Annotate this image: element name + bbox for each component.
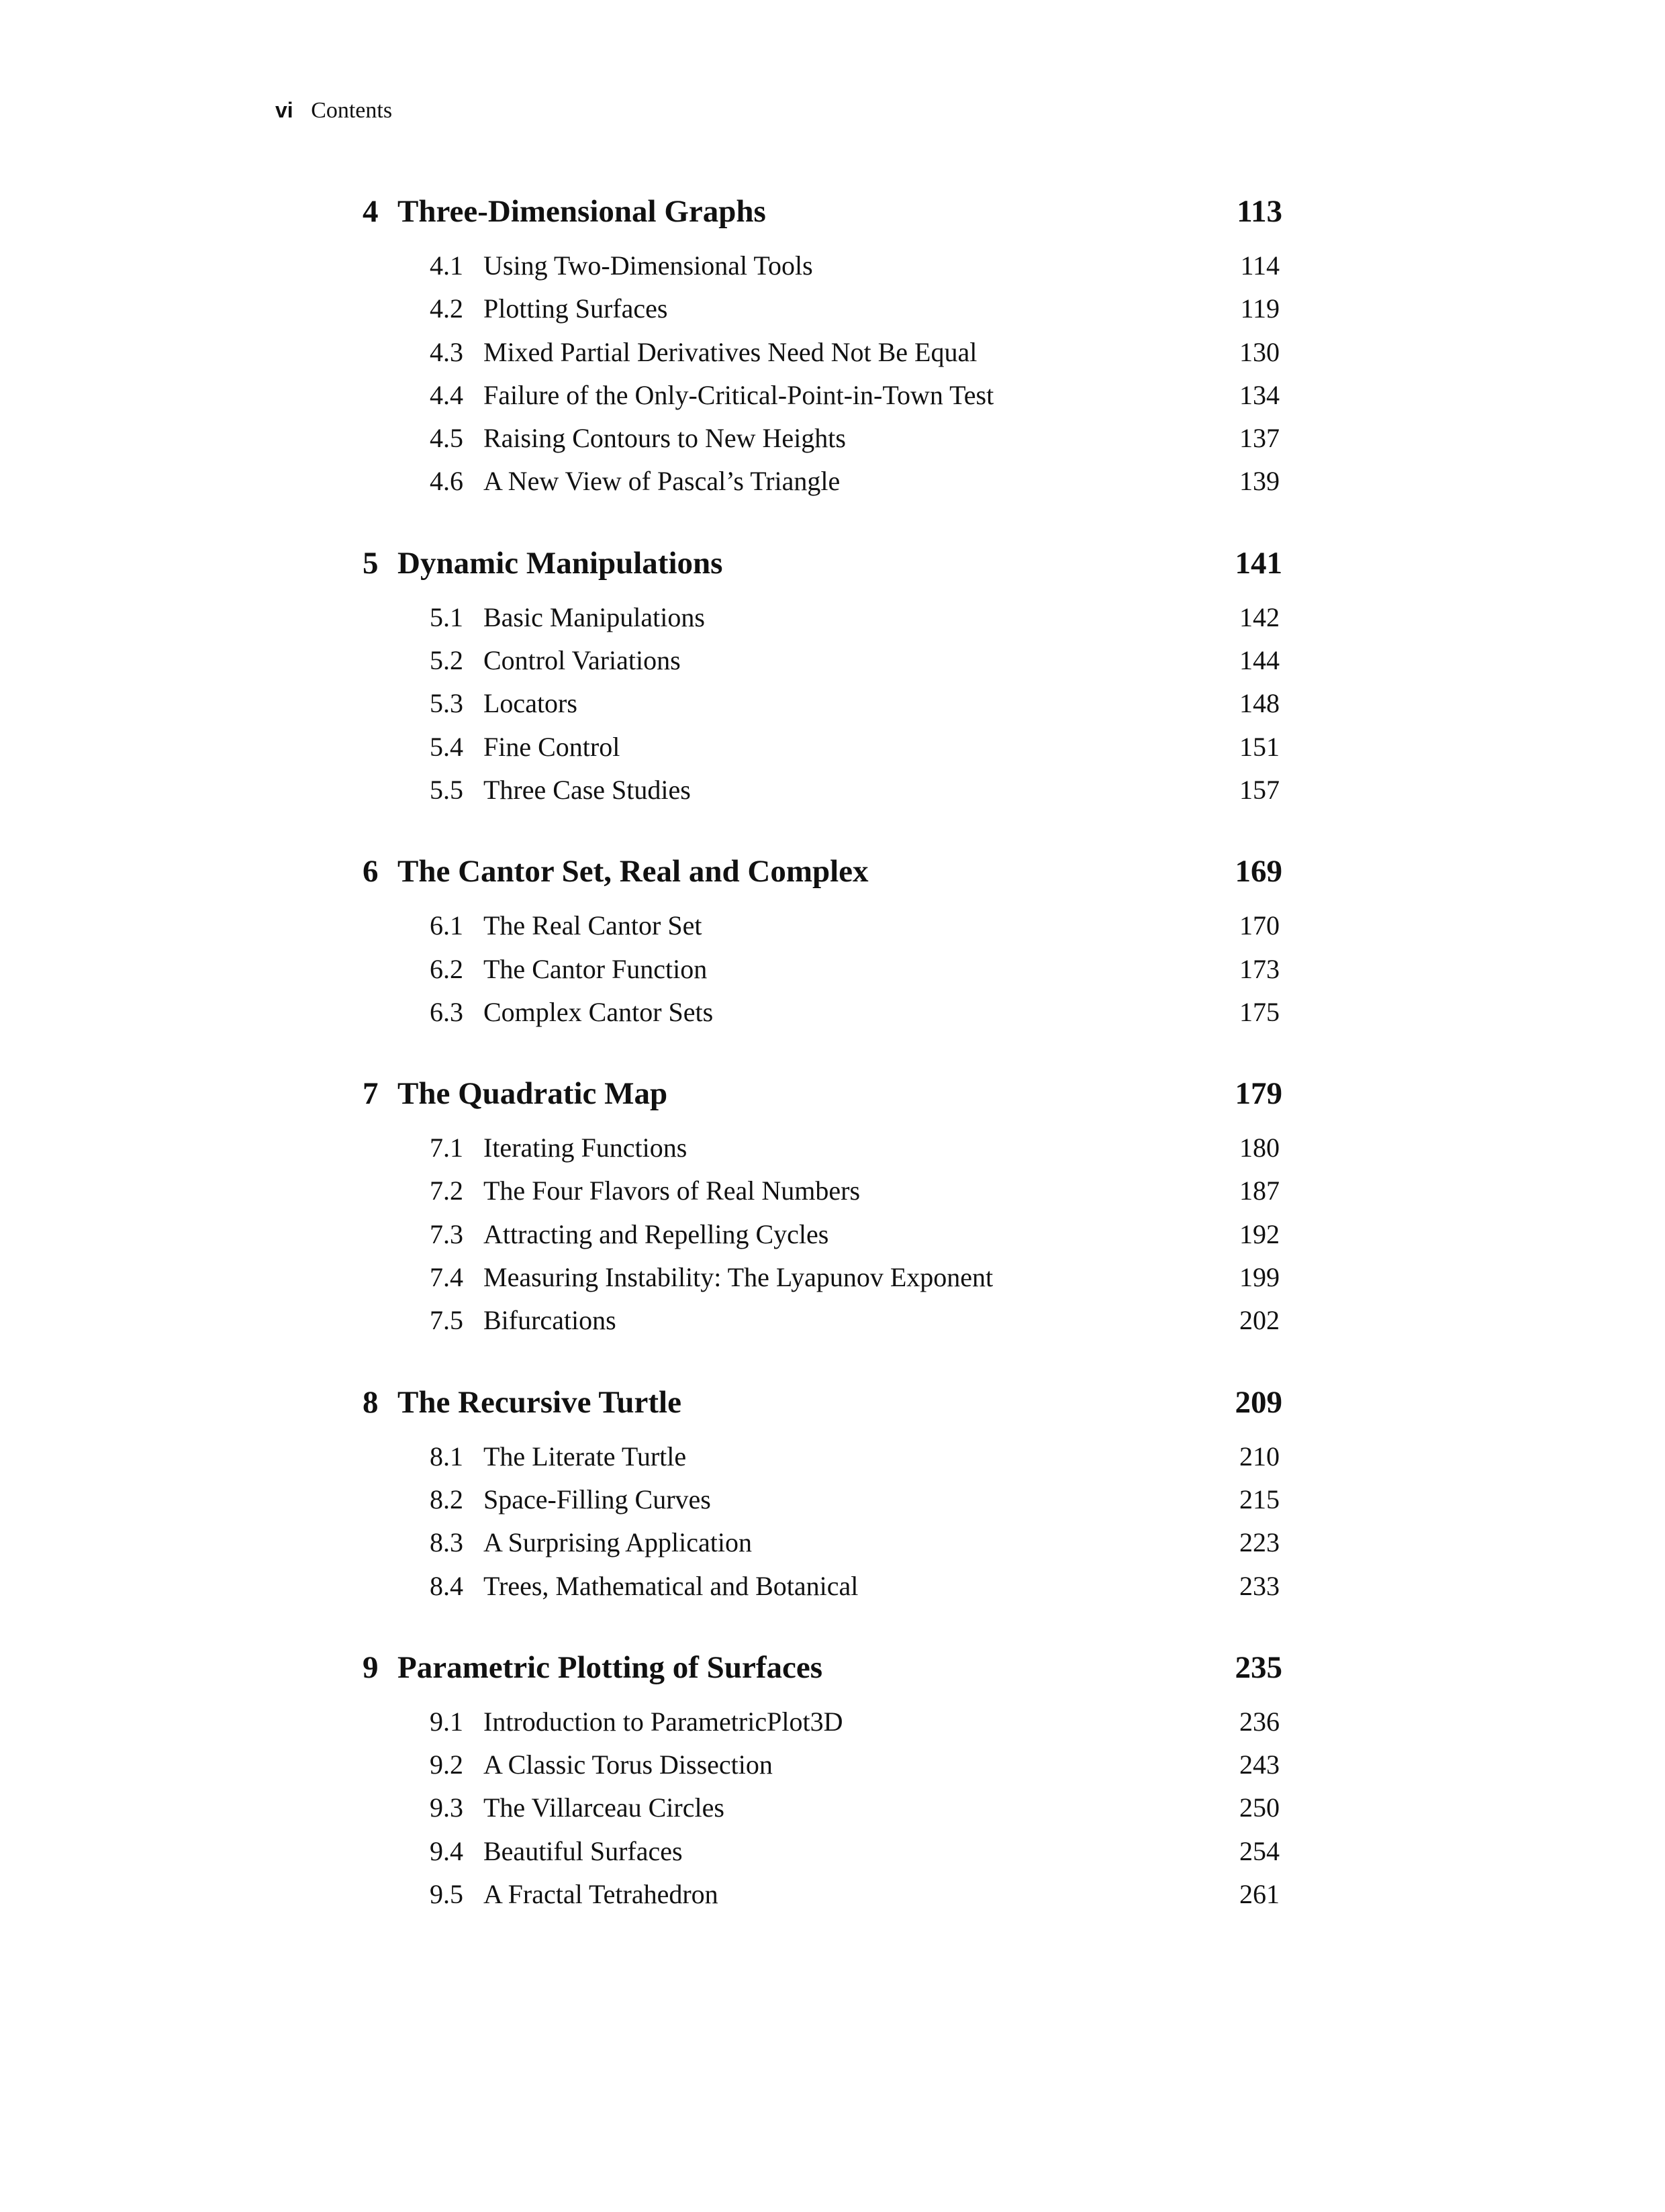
section-heading: [430, 726, 620, 769]
section-page-number: 202: [1239, 1305, 1280, 1336]
section-number: 4.6: [430, 466, 463, 497]
section-title: A Classic Torus Dissection: [483, 1749, 773, 1780]
chapter-page-number: 209: [1235, 1384, 1282, 1420]
section-entry[interactable]: [363, 1700, 1282, 1743]
section-page-number: 170: [1239, 910, 1280, 941]
section-number: 8.2: [430, 1484, 463, 1514]
chapter-entry[interactable]: [363, 841, 1282, 902]
section-heading: [430, 1700, 843, 1743]
section-page-number: 173: [1239, 953, 1280, 984]
section-list: [363, 596, 1282, 812]
section-page-number: 261: [1239, 1879, 1280, 1910]
section-page-number: 114: [1240, 250, 1280, 281]
section-title: Using Two-Dimensional Tools: [483, 250, 813, 281]
section-heading: [430, 287, 667, 330]
section-entry[interactable]: [363, 639, 1282, 682]
section-heading: [430, 1256, 993, 1299]
table-of-contents: [363, 181, 1282, 1945]
section-heading: [430, 1435, 686, 1478]
section-page-number: 137: [1239, 423, 1280, 454]
page-folio: vi: [275, 98, 293, 122]
chapter-heading: [363, 533, 722, 593]
section-title: A New View of Pascal’s Triangle: [483, 466, 841, 497]
section-page-number: 134: [1239, 379, 1280, 410]
section-heading: [430, 948, 707, 991]
section-entry[interactable]: [363, 1435, 1282, 1478]
section-heading: [430, 1521, 752, 1564]
section-title: Plotting Surfaces: [483, 293, 668, 324]
section-entry[interactable]: [363, 726, 1282, 769]
section-page-number: 175: [1239, 996, 1280, 1027]
section-entry[interactable]: [363, 1786, 1282, 1829]
chapter-number: 8: [363, 1384, 379, 1420]
chapter-block: [363, 1637, 1282, 1916]
section-number: 5.1: [430, 602, 463, 632]
section-entry[interactable]: [363, 331, 1282, 374]
section-number: 6.2: [430, 953, 463, 984]
running-title: Contents: [311, 98, 393, 123]
section-title: The Literate Turtle: [483, 1441, 687, 1472]
chapter-page-number: 141: [1235, 545, 1282, 581]
section-heading: [430, 1299, 616, 1342]
section-page-number: 130: [1239, 336, 1280, 367]
section-heading: [430, 244, 813, 287]
section-page-number: 157: [1239, 774, 1280, 805]
section-page-number: 250: [1239, 1792, 1280, 1823]
section-entry[interactable]: [363, 1873, 1282, 1916]
chapter-title: The Cantor Set, Real and Complex: [397, 854, 869, 889]
chapter-page-number: 235: [1235, 1649, 1282, 1685]
section-list: [363, 1435, 1282, 1608]
section-title: Failure of the Only-Critical-Point-in-Town Test: [483, 379, 994, 410]
section-title: Iterating Functions: [483, 1133, 687, 1163]
section-entry[interactable]: [363, 244, 1282, 287]
section-page-number: 148: [1239, 688, 1280, 719]
section-page-number: 119: [1240, 293, 1280, 324]
chapter-entry[interactable]: [363, 1063, 1282, 1124]
chapter-block: [363, 181, 1282, 503]
section-entry[interactable]: [363, 1213, 1282, 1256]
section-heading: [430, 1873, 718, 1916]
section-title: Beautiful Surfaces: [483, 1835, 683, 1866]
section-entry[interactable]: [363, 374, 1282, 417]
section-title: The Real Cantor Set: [483, 910, 702, 941]
chapter-title: Three-Dimensional Graphs: [397, 194, 766, 229]
section-page-number: 223: [1239, 1527, 1280, 1558]
section-number: 4.2: [430, 293, 463, 324]
section-title: The Cantor Function: [483, 953, 708, 984]
chapter-page-number: 179: [1235, 1076, 1282, 1112]
section-title: Complex Cantor Sets: [483, 996, 714, 1027]
section-heading: [430, 1213, 828, 1256]
section-heading: [430, 639, 681, 682]
section-number: 6.3: [430, 996, 463, 1027]
section-page-number: 243: [1239, 1749, 1280, 1780]
section-entry[interactable]: [363, 417, 1282, 460]
section-number: 9.4: [430, 1835, 463, 1866]
chapter-entry[interactable]: [363, 1372, 1282, 1433]
section-page-number: 187: [1239, 1175, 1280, 1206]
section-page-number: 210: [1239, 1441, 1280, 1472]
section-number: 5.4: [430, 731, 463, 762]
section-number: 4.4: [430, 379, 463, 410]
section-title: Raising Contours to New Heights: [483, 423, 846, 454]
section-page-number: 142: [1239, 602, 1280, 632]
chapter-entry[interactable]: [363, 533, 1282, 593]
section-number: 6.1: [430, 910, 463, 941]
chapter-block: [363, 1372, 1282, 1608]
section-heading: [430, 596, 705, 639]
chapter-entry[interactable]: [363, 1637, 1282, 1698]
section-entry[interactable]: [363, 769, 1282, 812]
section-entry[interactable]: [363, 460, 1282, 503]
section-page-number: 151: [1239, 731, 1280, 762]
section-title: Three Case Studies: [483, 774, 691, 805]
section-title: Basic Manipulations: [483, 602, 705, 632]
section-title: Trees, Mathematical and Botanical: [483, 1570, 859, 1601]
section-entry[interactable]: [363, 1565, 1282, 1608]
chapter-title: The Quadratic Map: [397, 1076, 668, 1112]
section-number: 9.1: [430, 1706, 463, 1737]
section-number: 8.3: [430, 1527, 463, 1558]
section-title: A Surprising Application: [483, 1527, 752, 1558]
section-heading: [430, 1126, 687, 1169]
section-heading: [430, 1786, 724, 1829]
section-number: 7.3: [430, 1218, 463, 1249]
chapter-block: [363, 533, 1282, 812]
chapter-page-number: 113: [1237, 194, 1282, 229]
section-title: A Fractal Tetrahedron: [483, 1879, 718, 1910]
section-entry[interactable]: [363, 1478, 1282, 1521]
section-entry[interactable]: [363, 991, 1282, 1034]
chapter-number: 5: [363, 545, 379, 581]
section-entry[interactable]: [363, 1169, 1282, 1212]
section-number: 7.4: [430, 1262, 463, 1293]
section-number: 9.3: [430, 1792, 463, 1823]
chapter-number: 9: [363, 1649, 379, 1685]
section-title: Space-Filling Curves: [483, 1484, 711, 1514]
section-entry[interactable]: [363, 1830, 1282, 1873]
section-list: [363, 1126, 1282, 1342]
chapter-heading: [363, 181, 766, 242]
section-list: [363, 1700, 1282, 1916]
section-heading: [430, 417, 846, 460]
section-page-number: 180: [1239, 1133, 1280, 1163]
section-title: Bifurcations: [483, 1305, 616, 1336]
section-entry[interactable]: [363, 1256, 1282, 1299]
chapter-number: 7: [363, 1076, 379, 1112]
section-title: Mixed Partial Derivatives Need Not Be Equal: [483, 336, 978, 367]
section-entry[interactable]: [363, 1521, 1282, 1564]
section-title: Fine Control: [483, 731, 620, 762]
section-heading: [430, 1830, 683, 1873]
chapter-title: Parametric Plotting of Surfaces: [397, 1649, 822, 1685]
section-page-number: 144: [1239, 645, 1280, 676]
section-number: 5.5: [430, 774, 463, 805]
section-page-number: 199: [1239, 1262, 1280, 1293]
chapter-heading: [363, 1372, 681, 1433]
section-page-number: 233: [1239, 1570, 1280, 1601]
section-page-number: 192: [1239, 1218, 1280, 1249]
section-entry[interactable]: [363, 1743, 1282, 1786]
section-number: 4.5: [430, 423, 463, 454]
section-entry[interactable]: [363, 948, 1282, 991]
section-title: The Villarceau Circles: [483, 1792, 724, 1823]
section-entry[interactable]: [363, 682, 1282, 725]
section-title: The Four Flavors of Real Numbers: [483, 1175, 861, 1206]
section-entry[interactable]: [363, 287, 1282, 330]
chapter-heading: [363, 1063, 667, 1124]
section-title: Attracting and Repelling Cycles: [483, 1218, 829, 1249]
section-entry[interactable]: [363, 904, 1282, 947]
section-page-number: 236: [1239, 1706, 1280, 1737]
section-page-number: 215: [1239, 1484, 1280, 1514]
section-entry[interactable]: [363, 1126, 1282, 1169]
section-heading: [430, 682, 577, 725]
section-title: Introduction to ParametricPlot3D: [483, 1706, 843, 1737]
section-page-number: 139: [1239, 466, 1280, 497]
section-title: Control Variations: [483, 645, 681, 676]
section-heading: [430, 460, 840, 503]
chapter-number: 4: [363, 194, 379, 229]
section-heading: [430, 1565, 858, 1608]
section-title: Locators: [483, 688, 577, 719]
chapter-page-number: 169: [1235, 854, 1282, 889]
section-title: Measuring Instability: The Lyapunov Exponent: [483, 1262, 994, 1293]
section-number: 9.2: [430, 1749, 463, 1780]
section-heading: [430, 331, 977, 374]
section-heading: [430, 1478, 711, 1521]
section-number: 7.1: [430, 1133, 463, 1163]
section-entry[interactable]: [363, 1299, 1282, 1342]
section-number: 7.2: [430, 1175, 463, 1206]
section-number: 9.5: [430, 1879, 463, 1910]
chapter-heading: [363, 841, 869, 902]
section-heading: [430, 1169, 860, 1212]
section-heading: [430, 991, 713, 1034]
chapter-block: [363, 841, 1282, 1034]
chapter-title: The Recursive Turtle: [397, 1384, 681, 1420]
running-header: [275, 94, 392, 127]
chapter-number: 6: [363, 854, 379, 889]
chapter-entry[interactable]: [363, 181, 1282, 242]
section-heading: [430, 1743, 773, 1786]
chapter-block: [363, 1063, 1282, 1342]
section-heading: [430, 374, 994, 417]
section-number: 8.4: [430, 1570, 463, 1601]
section-heading: [430, 904, 702, 947]
chapter-heading: [363, 1637, 822, 1698]
chapter-title: Dynamic Manipulations: [397, 545, 723, 581]
section-number: 5.3: [430, 688, 463, 719]
section-number: 7.5: [430, 1305, 463, 1336]
section-page-number: 254: [1239, 1835, 1280, 1866]
section-number: 4.3: [430, 336, 463, 367]
section-number: 5.2: [430, 645, 463, 676]
section-heading: [430, 769, 691, 812]
section-entry[interactable]: [363, 596, 1282, 639]
section-list: [363, 904, 1282, 1034]
section-list: [363, 244, 1282, 503]
section-number: 8.1: [430, 1441, 463, 1472]
section-number: 4.1: [430, 250, 463, 281]
